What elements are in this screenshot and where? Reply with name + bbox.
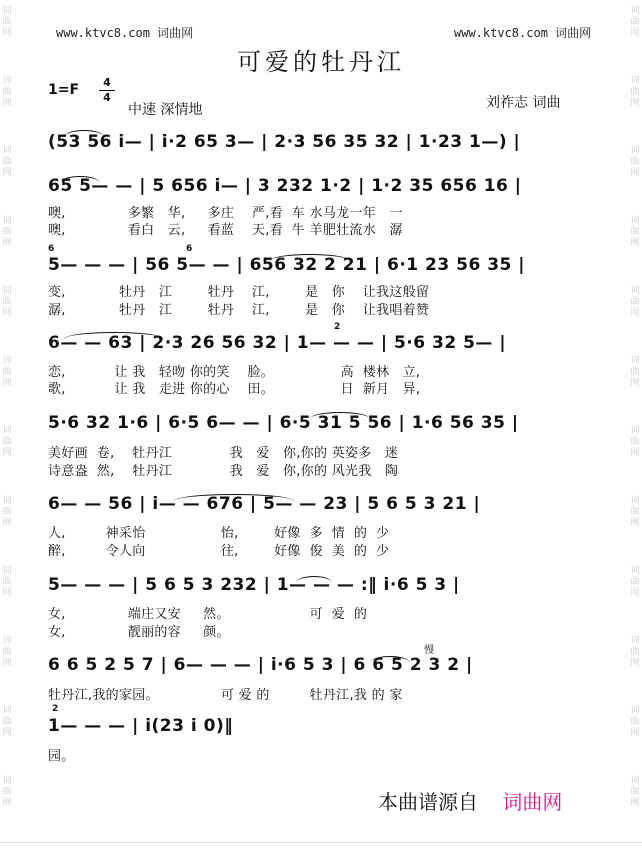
source-credit	[378, 786, 562, 815]
watermark-stamp: 词 曲 网	[630, 146, 640, 178]
watermark-stamp: 词 曲 网	[2, 146, 12, 178]
site-name: 词曲网	[555, 26, 592, 40]
slur	[64, 332, 164, 339]
lyric-row-4-verse-1: 恋, 让 我 轻吻 你的笑 脸。 高 楼林 立,	[48, 365, 421, 380]
lyricist-credit: 刘祚志 词曲	[486, 95, 561, 111]
lyric-row-8-verse-1: 牡丹江,我的家园。 可 爱 的 牡丹江,我 的 家	[48, 688, 403, 703]
watermark-stamp: 词 曲 网	[2, 426, 12, 458]
lyric-row-3-verse-2: 潺, 牡丹 江 牡丹 江, 是 你 让我唱着赞	[48, 303, 430, 318]
watermark-stamp: 词 曲 网	[2, 566, 12, 598]
watermark-stamp: 词 曲 网	[630, 356, 640, 388]
watermark-stamp: 词 曲 网	[2, 216, 12, 248]
watermark-stamp: 词 曲 网	[630, 566, 640, 598]
lyric-row-7-verse-2: 女, 靓丽的容 颜。	[48, 625, 230, 640]
slur	[310, 412, 370, 419]
grace-note: 2	[52, 704, 59, 714]
notation-row-3: 5— — — | 56 5— — | 656 32 2 21 | 6·1 23 56 35 |	[48, 255, 525, 275]
notation-row-5: 5·6 32 1·6 | 6·5 6— — | 6·5 31 5 56 | 1·6 56 35 |	[48, 413, 519, 433]
slur	[60, 176, 100, 183]
watermark-stamp: 词 曲 网	[630, 76, 640, 108]
grace-note: 6	[48, 244, 55, 254]
site-name: 词曲网	[157, 26, 194, 40]
source-brand[interactable]: 词曲网	[502, 790, 563, 814]
lyric-row-3-verse-1: 变, 牡丹 江 牡丹 江, 是 你 让我这般留	[48, 285, 430, 300]
slow-marking: 慢	[424, 645, 434, 656]
grace-note: 6	[186, 244, 193, 254]
watermark-stamp: 词 曲 网	[630, 216, 640, 248]
notation-row-7: 5— — — | 5 6 5 3 232 | 1— — — :‖ i·6 5 3 |	[48, 575, 460, 595]
song-title: 可爱的牡丹江	[237, 48, 405, 76]
time-signature	[99, 76, 115, 105]
notation-row-4: 6— — 63 | 2·3 26 56 32 | 1— — — | 5·6 32 5— |	[48, 333, 507, 353]
grace-note: 2	[334, 322, 341, 332]
watermark-stamp: 词 曲 网	[630, 286, 640, 318]
watermark-stamp: 词 曲 网	[630, 706, 640, 738]
watermark-stamp: 词 曲 网	[2, 286, 12, 318]
lyric-row-5-verse-2: 诗意盎 然, 牡丹江 我 爱 你,你的 风光我 陶	[48, 464, 399, 479]
watermark-stamp: 词 曲 网	[630, 6, 640, 38]
source-label: 本曲谱源自	[378, 790, 478, 814]
slur	[64, 130, 104, 137]
meter-bottom: 4	[99, 90, 115, 105]
watermark-stamp: 词 曲 网	[630, 776, 640, 808]
lyric-row-4-verse-2: 歌, 让 我 走进 你的心 田。 日 新月 异,	[48, 382, 421, 397]
lyric-row-2-verse-1: 噢, 多繁 华, 多庄 严,看 车 水马龙一年 一	[48, 206, 403, 221]
footer-divider	[0, 842, 642, 843]
lyric-row-9-verse-1: 园。	[48, 749, 75, 764]
lyric-row-6-verse-2: 醉, 令人向 往, 好像 俊 美 的 少	[48, 544, 390, 559]
lyric-row-7-verse-1: 女, 端庄又安 然。 可 爱 的	[48, 607, 368, 622]
notation-row-1: (53 56 i— | i·2 65 3— | 2·3 56 35 32 | 1·23 1—) |	[48, 132, 521, 152]
site-url: www.ktvc8.com	[454, 26, 548, 40]
watermark-stamp: 词 曲 网	[2, 706, 12, 738]
notation-row-6: 6— — 56 | i— — 676 | 5— — 23 | 5 6 5 3 21 |	[48, 494, 481, 514]
lyric-row-6-verse-1: 人, 神采怡 怡, 好像 多 情 的 少	[48, 526, 390, 541]
notation-row-8: 6 6 5 2 5 7 | 6— — — | i·6 5 3 | 6 6 5 2 3 2 |	[48, 655, 473, 675]
meter-top: 4	[103, 76, 111, 89]
tempo-marking: 中速 深情地	[128, 102, 203, 118]
site-link-left[interactable]	[56, 24, 193, 41]
watermark-stamp: 词 曲 网	[2, 496, 12, 528]
watermark-stamp: 词 曲 网	[630, 496, 640, 528]
slur	[174, 494, 294, 501]
notation-row-2: 65 5— — | 5 656 i— | 3 232 1·2 | 1·2 35 656 16 |	[48, 176, 522, 196]
right-watermark-strip	[628, 0, 642, 850]
slur	[270, 254, 350, 261]
key-signature: 1=F	[48, 82, 80, 98]
watermark-stamp: 词 曲 网	[2, 356, 12, 388]
watermark-stamp: 词 曲 网	[630, 426, 640, 458]
lyric-row-2-verse-2: 噢, 看白 云, 看蓝 天,看 牛 羊肥壮流水 潺	[48, 223, 403, 238]
notation-row-9: 1— — — | i(23 i 0)‖	[48, 716, 234, 736]
slur	[296, 576, 332, 583]
site-link-right[interactable]	[454, 24, 591, 41]
slur	[370, 656, 410, 663]
watermark-stamp: 词 曲 网	[630, 636, 640, 668]
lyric-row-5-verse-1: 美好画 卷, 牡丹江 我 爱 你,你的 英姿多 迷	[48, 446, 399, 461]
watermark-stamp: 词 曲 网	[2, 76, 12, 108]
watermark-stamp: 词 曲 网	[2, 636, 12, 668]
watermark-stamp: 词 曲 网	[2, 6, 12, 38]
left-watermark-strip	[0, 0, 14, 850]
watermark-stamp: 词 曲 网	[2, 776, 12, 808]
site-url: www.ktvc8.com	[56, 26, 150, 40]
